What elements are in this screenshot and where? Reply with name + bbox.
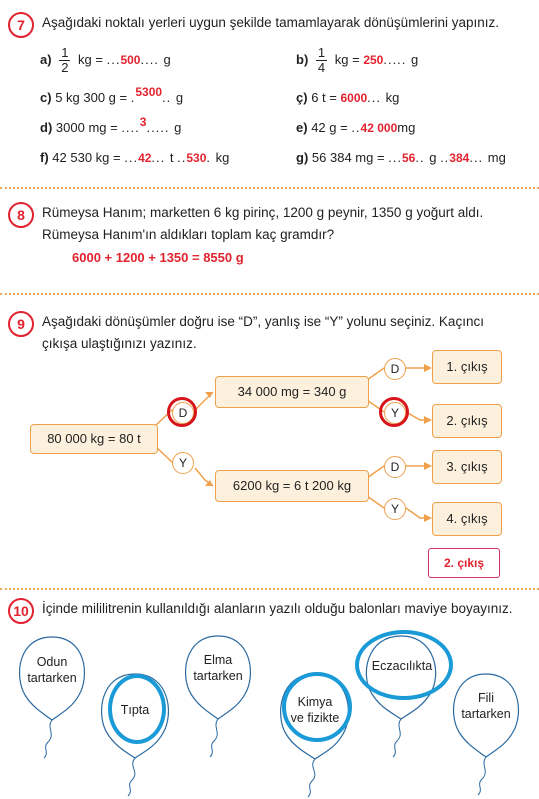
balloon-4-text[interactable]: Kimya ve fizikte xyxy=(290,695,340,725)
q7-item-ç: ç) 6 t = 6000... kg xyxy=(296,90,400,105)
answer: 250 xyxy=(363,52,384,67)
question-9-answer: 2. çıkış xyxy=(428,548,500,578)
y-choice-upper-right[interactable]: Y xyxy=(384,402,406,424)
question-9-line1: Aşağıdaki dönüşümler doğru ise “D”, yanlış ise “Y” yolunu seçiniz. Kaçıncı xyxy=(42,314,484,329)
question-8-line2: Rümeysa Hanım'ın aldıkları toplam kaç gramdır? xyxy=(42,227,335,242)
exit-4-box: 4. çıkış xyxy=(432,502,502,536)
q7-item-e: e) 42 g = ..42 000mg xyxy=(296,120,416,135)
exit-1-box: 1. çıkış xyxy=(432,350,502,384)
q7-item-g: g) 56 384 mg = ...56.. g ..384... mg xyxy=(296,150,506,165)
q7-item-f: f) 42 530 kg = ...42... t ..530. kg xyxy=(40,150,230,165)
blue-marker-kimya xyxy=(282,672,352,742)
blue-marker-eczacilikta xyxy=(355,630,453,700)
balloon-5-text[interactable]: Eczacılıkta xyxy=(371,659,433,673)
question-7-number: 7 xyxy=(8,12,34,38)
fraction: $\frac{1}{2}$ xyxy=(61,45,69,75)
answer: 5300 xyxy=(135,85,163,99)
answer: 384 xyxy=(449,151,470,165)
upper-conversion-box: 34 000 mg = 340 g xyxy=(215,376,369,408)
y-choice-lower-right[interactable]: Y xyxy=(384,498,406,520)
d-choice-upper-right[interactable]: D xyxy=(384,358,406,380)
question-8-line1: Rümeysa Hanım; marketten 6 kg pirinç, 1200 g peynir, 1350 g yoğurt aldı. xyxy=(42,205,484,220)
exit-2-box: 2. çıkış xyxy=(432,404,502,438)
start-conversion-box: 80 000 kg = 80 t xyxy=(30,424,158,454)
d-choice-upper[interactable]: D xyxy=(172,402,194,424)
exit-3-box: 3. çıkış xyxy=(432,450,502,484)
question-7-prompt: Aşağıdaki noktalı yerleri uygun şekilde tamamlayarak dönüşümlerini yapınız. xyxy=(42,15,499,30)
answer: 42 000 xyxy=(360,121,398,135)
balloon-3-text[interactable]: Elma tartarken xyxy=(193,653,243,683)
q7-item-b: b) $\frac{1}{4}$ kg = 250..... g xyxy=(296,45,419,75)
answer: 3 xyxy=(139,115,147,129)
q7-item-c: c) 5 kg 300 g = .5300.. g xyxy=(40,85,184,105)
d-choice-lower-right[interactable]: D xyxy=(384,456,406,478)
balloon-6-text[interactable]: Fili tartarken xyxy=(461,691,511,721)
question-10-prompt: İçinde mililitrenin kullanıldığı alanların yazılı olduğu balonları maviye boyayınız. xyxy=(42,601,513,616)
answer: 530 xyxy=(186,151,207,165)
balloon-1-text[interactable]: Odun tartarken xyxy=(27,655,77,685)
blue-marker-tipta xyxy=(108,674,166,744)
answer: 6000 xyxy=(340,91,368,105)
fraction: $\frac{1}{4}$ xyxy=(317,45,326,75)
answer: 42 xyxy=(138,151,152,165)
q7-item-a: a) $\frac{1}{2}$ kg = ...500.... g xyxy=(40,45,171,75)
question-9-number: 9 xyxy=(8,311,34,337)
item-label: a) xyxy=(40,51,52,67)
q7-item-d: d) 3000 mg = ....3..... g xyxy=(40,115,182,135)
question-10-number: 10 xyxy=(8,598,34,624)
answer: 56 xyxy=(402,151,416,165)
question-8-number: 8 xyxy=(8,202,34,228)
balloon-2-text[interactable]: Tıpta xyxy=(120,703,150,717)
lower-conversion-box: 6200 kg = 6 t 200 kg xyxy=(215,470,369,502)
question-8-answer: 6000 + 1200 + 1350 = 8550 g xyxy=(72,250,244,265)
answer: 500 xyxy=(120,52,141,67)
question-9-line2: çıkışa ulaştığınızı yazınız. xyxy=(42,336,197,351)
y-choice-lower[interactable]: Y xyxy=(172,452,194,474)
